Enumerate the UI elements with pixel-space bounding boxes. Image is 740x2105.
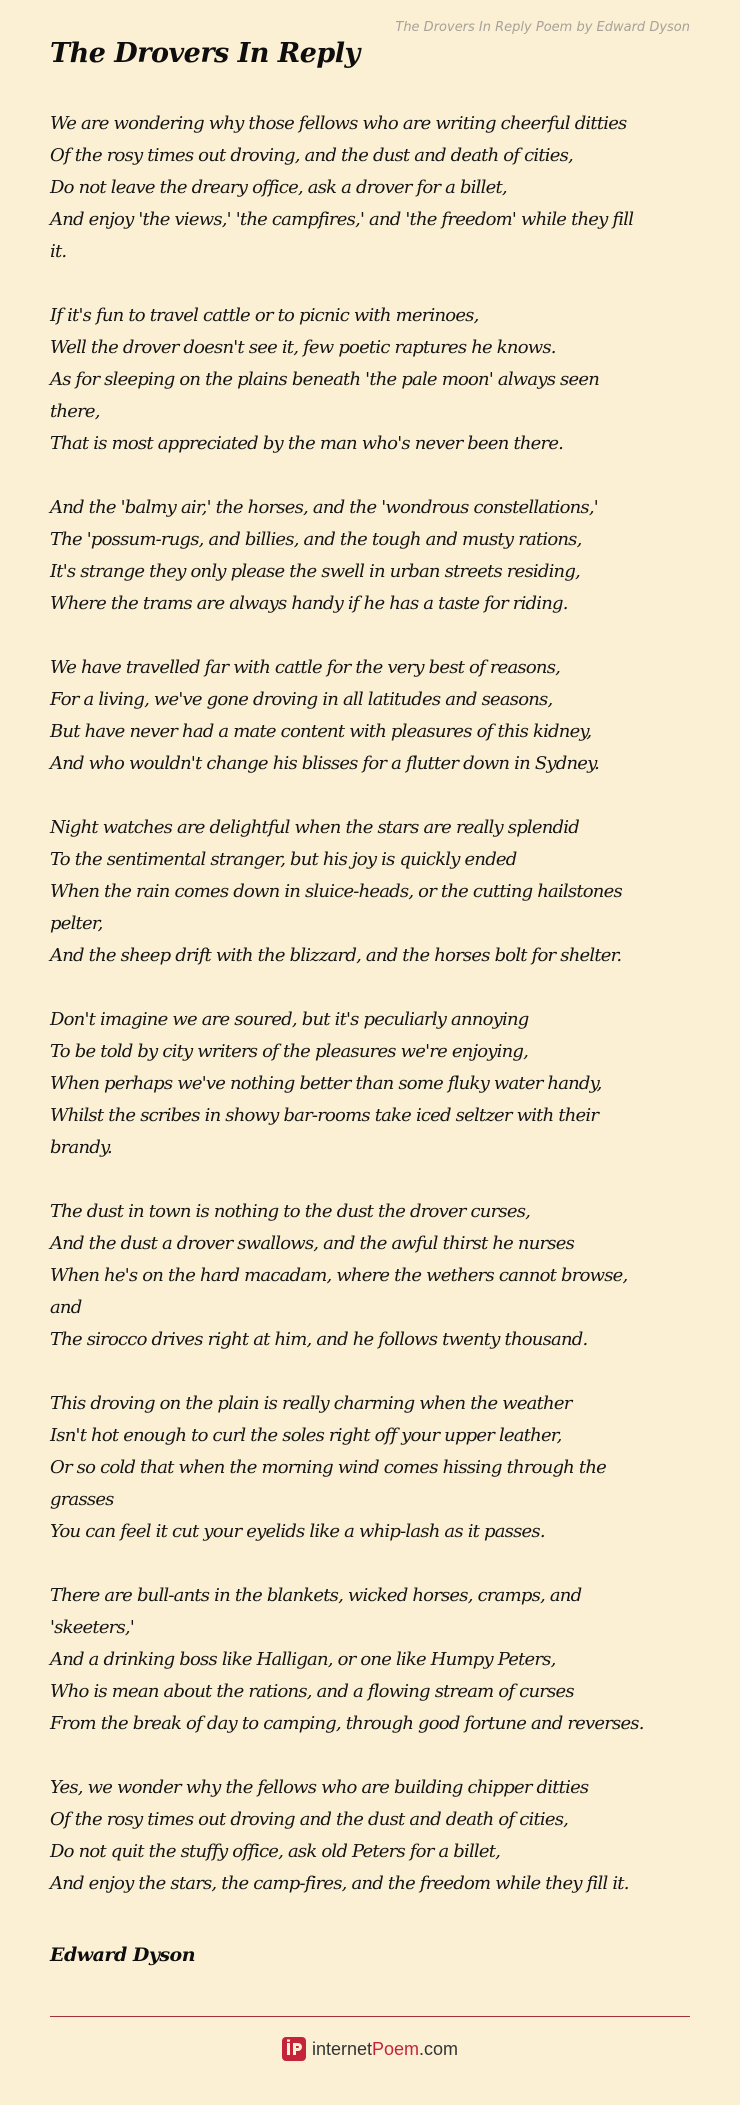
poem-stanza (50, 1580, 700, 1740)
poem-line: And a drinking boss like Halligan, or one like Humpy Peters, (50, 1649, 556, 1670)
poem-line: brandy. (50, 1137, 112, 1158)
poem-line: When he's on the hard macadam, where the wethers cannot browse, (50, 1265, 628, 1286)
poem-line: And enjoy the stars, the camp-fires, and the freedom while they fill it. (50, 1873, 629, 1894)
poem-line: it. (50, 241, 67, 262)
poem-stanza (50, 1388, 700, 1548)
poem-line: But have never had a mate content with pleasures of this kidney, (50, 721, 592, 742)
poem-line: Who is mean about the rations, and a flowing stream of curses (50, 1681, 574, 1702)
poem-line: From the break of day to camping, through good fortune and reverses. (50, 1713, 644, 1734)
poem-line: grasses (50, 1489, 114, 1510)
poem-line: And the dust a drover swallows, and the awful thirst he nurses (50, 1233, 575, 1254)
poem-line: You can feel it cut your eyelids like a whip-lash as it passes. (50, 1521, 545, 1542)
poem-line: And who wouldn't change his blisses for a flutter down in Sydney. (50, 753, 599, 774)
poem-body (50, 108, 700, 1932)
poem-line: This droving on the plain is really charming when the weather (50, 1393, 572, 1414)
poem-line: As for sleeping on the plains beneath 'the pale moon' always seen (50, 369, 599, 390)
poem-line: there, (50, 401, 100, 422)
logo-accent: Poem (372, 2038, 420, 2059)
footer-divider (50, 2016, 690, 2017)
poem-line: And the 'balmy air,' the horses, and the 'wondrous constellations,' (50, 497, 598, 518)
poem-line: The sirocco drives right at him, and he follows twenty thousand. (50, 1329, 588, 1350)
logo-prefix: internet (311, 2038, 372, 2059)
poem-stanza (50, 1196, 700, 1356)
footer-logo-text (312, 2039, 458, 2060)
header-credit: The Drovers In Reply Poem by Edward Dyson (395, 20, 690, 35)
poem-line: We are wondering why those fellows who are writing cheerful ditties (50, 113, 627, 134)
poem-stanza (50, 1004, 700, 1164)
poem-line: and (50, 1297, 82, 1318)
poem-line: When the rain comes down in sluice-heads, or the cutting hailstones (50, 881, 622, 902)
poem-stanza (50, 652, 700, 780)
poem-line: Of the rosy times out droving and the dust and death of cities, (50, 1809, 569, 1830)
poem-line: Isn't hot enough to curl the soles right off your upper leather, (50, 1425, 562, 1446)
poem-stanza (50, 1772, 700, 1900)
poem-stanza (50, 300, 700, 460)
poem-line: We have travelled far with cattle for the very best of reasons, (50, 657, 561, 678)
ip-logo-icon (282, 2037, 306, 2061)
poem-line: It's strange they only please the swell in urban streets residing, (50, 561, 580, 582)
poem-line: Where the trams are always handy if he has a taste for riding. (50, 593, 568, 614)
poem-author: Edward Dyson (50, 1944, 196, 1966)
poem-line: When perhaps we've nothing better than some fluky water handy, (50, 1073, 602, 1094)
poem-line: The 'possum-rugs, and billies, and the tough and musty rations, (50, 529, 582, 550)
poem-stanza (50, 812, 700, 972)
poem-line: pelter, (50, 913, 103, 934)
poem-stanza (50, 492, 700, 620)
poem-line: Of the rosy times out droving, and the dust and death of cities, (50, 145, 573, 166)
logo-suffix: .com (419, 2038, 459, 2059)
poem-line: Well the drover doesn't see it, few poetic raptures he knows. (50, 337, 556, 358)
poem-line: Don't imagine we are soured, but it's peculiarly annoying (50, 1009, 529, 1030)
poem-line: 'skeeters,' (50, 1617, 134, 1638)
poem-line: There are bull-ants in the blankets, wicked horses, cramps, and (50, 1585, 582, 1606)
poem-line: Yes, we wonder why the fellows who are building chipper ditties (50, 1777, 589, 1798)
poem-line: And enjoy 'the views,' 'the campfires,' and 'the freedom' while they fill (50, 209, 634, 230)
poem-line: If it's fun to travel cattle or to picnic with merinoes, (50, 305, 479, 326)
poem-line: Night watches are delightful when the stars are really splendid (50, 817, 579, 838)
poem-line: And the sheep drift with the blizzard, and the horses bolt for shelter. (50, 945, 622, 966)
poem-line: That is most appreciated by the man who's never been there. (50, 433, 564, 454)
poem-line: To the sentimental stranger, but his joy is quickly ended (50, 849, 517, 870)
poem-line: The dust in town is nothing to the dust the drover curses, (50, 1201, 531, 1222)
poem-line: Whilst the scribes in showy bar-rooms take iced seltzer with their (50, 1105, 599, 1126)
poem-line: Do not leave the dreary office, ask a drover for a billet, (50, 177, 507, 198)
poem-line: Or so cold that when the morning wind comes hissing through the (50, 1457, 606, 1478)
poem-line: To be told by city writers of the pleasures we're enjoying, (50, 1041, 529, 1062)
poem-title: The Drovers In Reply (50, 38, 360, 69)
poem-stanza (50, 108, 700, 268)
footer-logo-link[interactable] (0, 2034, 740, 2064)
poem-line: For a living, we've gone droving in all latitudes and seasons, (50, 689, 553, 710)
poem-line: Do not quit the stuffy office, ask old Peters for a billet, (50, 1841, 501, 1862)
